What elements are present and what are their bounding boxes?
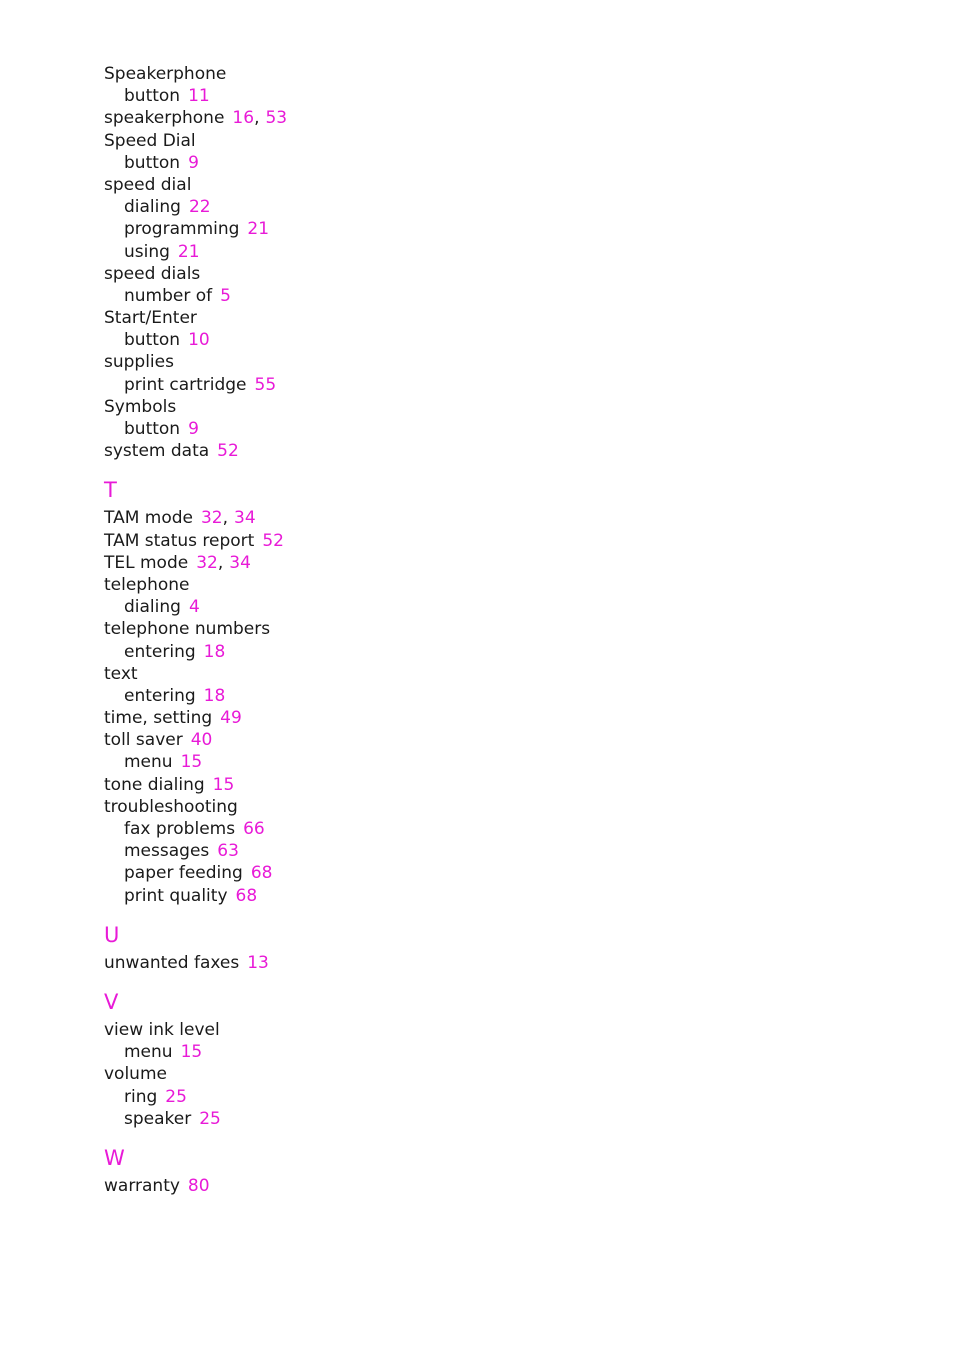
page-ref-link[interactable]: 34 xyxy=(234,508,256,529)
index-subentry xyxy=(104,1108,504,1130)
index-subentry xyxy=(104,329,504,351)
index-term: telephone xyxy=(104,574,190,595)
index-term: button xyxy=(124,86,181,107)
index-page-refs xyxy=(217,841,239,861)
index-page-refs xyxy=(181,752,203,772)
index-term: speed dials xyxy=(104,263,201,284)
index-term: print quality xyxy=(124,885,228,906)
index-entry xyxy=(104,1019,504,1041)
page-ref-link[interactable]: 4 xyxy=(188,597,200,618)
index-entry xyxy=(104,530,504,552)
page-ref-link[interactable]: 32 xyxy=(200,508,223,529)
index-term: TAM status report xyxy=(104,530,255,551)
page-ref-separator: , xyxy=(222,508,229,529)
index-term: fax problems xyxy=(124,819,236,839)
index-entry xyxy=(104,174,504,196)
page-ref-link[interactable]: 25 xyxy=(165,1086,187,1107)
index-subentry xyxy=(104,840,504,862)
index-page-refs xyxy=(189,597,200,617)
index-term: menu xyxy=(124,1042,173,1063)
index-page-refs xyxy=(236,886,258,906)
index-term: Start/Enter xyxy=(104,308,197,329)
index-term: programming xyxy=(124,219,240,240)
index-page-refs xyxy=(178,242,200,262)
index-term: speaker xyxy=(124,1108,192,1129)
index-page-refs xyxy=(191,730,213,750)
index-term: number of xyxy=(124,285,213,306)
index-term: entering xyxy=(124,641,196,662)
index-subentry xyxy=(104,374,504,396)
index-term: menu xyxy=(124,752,173,773)
page-ref-link[interactable]: 5 xyxy=(220,285,231,306)
index-subentry xyxy=(104,862,504,884)
index-page-refs xyxy=(199,1109,221,1129)
index-term: dialing xyxy=(124,597,181,618)
page-ref-link[interactable]: 53 xyxy=(265,108,288,129)
index-term: ring xyxy=(124,1086,158,1107)
index-entry xyxy=(104,351,504,373)
index-letter-heading: W xyxy=(104,1145,125,1170)
page-ref-link[interactable]: 25 xyxy=(199,1108,221,1129)
index-subentry xyxy=(104,418,504,440)
page-ref-link[interactable]: 40 xyxy=(190,730,213,751)
index-entry xyxy=(104,440,504,462)
index-page-refs xyxy=(247,219,269,239)
index-entry xyxy=(104,507,504,529)
index-entry xyxy=(104,796,504,818)
page-ref-link[interactable]: 68 xyxy=(250,863,273,884)
index-term: speakerphone xyxy=(104,108,225,129)
index-subentry xyxy=(104,85,504,107)
page-ref-link[interactable]: 18 xyxy=(203,641,226,662)
index-entry xyxy=(104,729,504,751)
index-subentry xyxy=(104,685,504,707)
index-page-refs xyxy=(201,508,256,528)
page-ref-link[interactable]: 15 xyxy=(180,752,203,773)
index-page-refs xyxy=(220,286,231,306)
index-subentry xyxy=(104,751,504,773)
index-letter-heading: U xyxy=(104,922,120,947)
page-ref-link[interactable]: 49 xyxy=(220,708,242,729)
index-entry xyxy=(104,1175,504,1197)
index-page-refs xyxy=(181,1042,203,1062)
index-letter-heading: V xyxy=(104,989,119,1014)
index-page-refs xyxy=(188,153,199,173)
index-entry xyxy=(104,130,504,152)
page-ref-link[interactable]: 66 xyxy=(243,819,265,839)
page-ref-link[interactable]: 21 xyxy=(247,219,270,240)
index-list xyxy=(104,63,504,1197)
index-page-refs xyxy=(247,953,269,973)
page-ref-link[interactable]: 9 xyxy=(188,419,199,439)
index-term: toll saver xyxy=(104,730,183,751)
page-ref-link[interactable]: 52 xyxy=(217,441,239,462)
index-subentry xyxy=(104,1086,504,1108)
index-subentry xyxy=(104,641,504,663)
index-entry xyxy=(104,1063,504,1085)
page-ref-link[interactable]: 16 xyxy=(232,108,255,129)
index-entry xyxy=(104,574,504,596)
index-term: dialing xyxy=(124,197,181,218)
index-entry xyxy=(104,952,504,974)
index-term: button xyxy=(124,419,181,439)
index-page-refs xyxy=(220,708,242,728)
index-term: telephone numbers xyxy=(104,619,271,640)
index-entry xyxy=(104,618,504,640)
index-page-refs xyxy=(232,108,287,128)
index-term: text xyxy=(104,663,138,684)
index-entry xyxy=(104,307,504,329)
index-term: messages xyxy=(124,841,210,862)
index-term: entering xyxy=(124,685,196,706)
index-page-refs xyxy=(243,819,265,839)
page-ref-link[interactable]: 10 xyxy=(188,330,210,351)
index-page-refs xyxy=(188,1176,210,1196)
index-page-refs xyxy=(204,686,226,706)
index-page-refs xyxy=(189,197,211,217)
index-page-refs xyxy=(217,441,239,461)
page-ref-link[interactable]: 52 xyxy=(262,530,284,551)
index-term: Speed Dial xyxy=(104,130,196,151)
page-ref-link[interactable]: 80 xyxy=(187,1175,210,1196)
page-ref-link[interactable]: 63 xyxy=(217,841,239,862)
index-page-refs xyxy=(251,863,273,883)
index-entry xyxy=(104,263,504,285)
index-term: TEL mode xyxy=(104,552,189,573)
index-entry xyxy=(104,707,504,729)
index-page-refs xyxy=(213,775,235,795)
index-subentry xyxy=(104,152,504,174)
page-ref-link[interactable]: 68 xyxy=(235,885,258,906)
index-subentry xyxy=(104,1041,504,1063)
index-subentry xyxy=(104,885,504,907)
index-subentry xyxy=(104,196,504,218)
index-entry xyxy=(104,396,504,418)
index-term: print cartridge xyxy=(124,374,247,395)
page-ref-link[interactable]: 18 xyxy=(203,685,226,706)
index-page-refs xyxy=(165,1087,187,1107)
page-ref-link[interactable]: 32 xyxy=(196,552,218,573)
index-subentry xyxy=(104,596,504,618)
index-page-refs xyxy=(255,375,277,395)
page-ref-separator: , xyxy=(217,552,224,573)
index-term: Symbols xyxy=(104,396,177,417)
index-term: unwanted faxes xyxy=(104,952,240,973)
index-term: speed dial xyxy=(104,174,192,195)
index-entry xyxy=(104,107,504,129)
index-page-refs xyxy=(188,86,210,106)
index-term: volume xyxy=(104,1064,167,1085)
page-ref-link[interactable]: 15 xyxy=(180,1042,203,1063)
index-subentry xyxy=(104,818,504,840)
index-term: system data xyxy=(104,441,210,462)
page-ref-link[interactable]: 34 xyxy=(229,552,251,573)
index-term: supplies xyxy=(104,352,174,373)
page-ref-link[interactable]: 55 xyxy=(254,374,277,395)
index-page-refs xyxy=(196,553,251,573)
index-entry xyxy=(104,63,504,85)
index-term: Speakerphone xyxy=(104,64,227,84)
page-ref-link[interactable]: 21 xyxy=(177,241,200,262)
page-ref-link[interactable]: 9 xyxy=(188,152,199,173)
index-entry xyxy=(104,774,504,796)
index-term: troubleshooting xyxy=(104,796,238,817)
index-term: paper feeding xyxy=(124,863,243,884)
index-term: tone dialing xyxy=(104,774,205,795)
index-term: button xyxy=(124,152,181,173)
page-ref-link[interactable]: 13 xyxy=(247,952,269,973)
index-page-refs xyxy=(188,419,199,439)
index-entry xyxy=(104,663,504,685)
index-subentry xyxy=(104,218,504,240)
page-ref-link[interactable]: 22 xyxy=(188,197,211,218)
index-page-refs xyxy=(188,330,210,350)
index-term: TAM mode xyxy=(104,508,193,529)
index-term: view ink level xyxy=(104,1019,220,1040)
index-term: using xyxy=(124,241,170,262)
index-term: time, setting xyxy=(104,708,213,729)
page-ref-link[interactable]: 11 xyxy=(188,86,210,107)
index-subentry xyxy=(104,241,504,263)
page-ref-link[interactable]: 15 xyxy=(212,774,235,795)
index-subentry xyxy=(104,285,504,307)
page-ref-separator: , xyxy=(254,108,260,129)
index-letter-heading: T xyxy=(104,478,117,503)
index-term: warranty xyxy=(104,1175,180,1196)
index-term: button xyxy=(124,330,181,351)
index-page-refs xyxy=(204,642,226,662)
index-entry xyxy=(104,552,504,574)
index-page-refs xyxy=(262,531,284,551)
